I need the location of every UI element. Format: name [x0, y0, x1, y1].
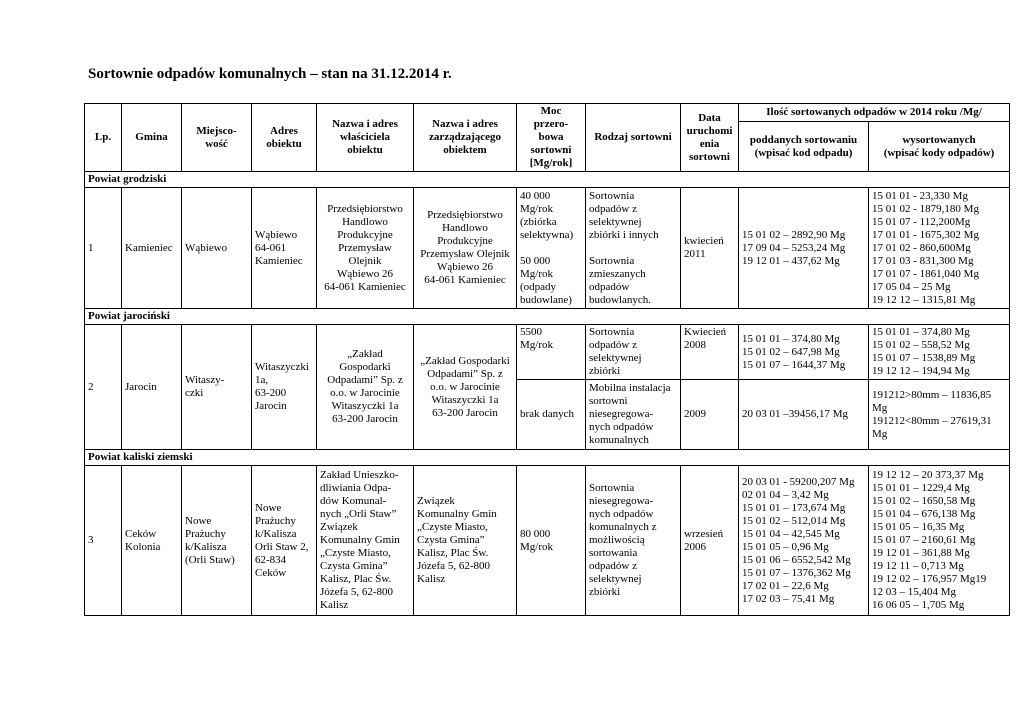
cell-wlasciciel: Przedsiębiorstwo Handlowo Produkcyjne Przemysław Olejnik Wąbiewo 26 64-061 Kamieniec — [317, 188, 414, 309]
header-gmina: Gmina — [122, 104, 182, 172]
cell-lp: 1 — [85, 188, 122, 309]
cell-adres: Wąbiewo 64-061 Kamieniec — [252, 188, 317, 309]
cell-moc: brak danych — [517, 380, 586, 450]
section-row-jarocinski — [85, 309, 1010, 325]
header-ilosc: Ilość sortowanych odpadów w 2014 roku /Mg/ — [739, 104, 1010, 122]
cell-wysortowanych: 19 12 12 – 20 373,37 Mg 15 01 01 – 1229,4 Mg 15 01 02 – 1650,58 Mg 15 01 04 – 676,138 Mg 15 01 05 – 16,35 Mg 15 01 07 – 2160,61 Mg 19 12 01 – 361,88 Mg 19 12 11 – 0,713 Mg 19 12 02 – 176,957 Mg19 12 03 – 15,404 Mg 16 06 05 – 1,705 Mg — [869, 466, 1010, 616]
section-label: Powiat kaliski ziemski — [85, 450, 1010, 466]
header-wlasciciel: Nazwa i adres właściciela obiektu — [317, 104, 414, 172]
cell-gmina: Jarocin — [122, 325, 182, 450]
cell-zarzadzajacy: Związek Komunalny Gmin „Czyste Miasto, Czysta Gmina” Kalisz, Plac Św. Józefa 5, 62-800 Kalisz — [414, 466, 517, 616]
header-data: Data uruchomi enia sortowni — [681, 104, 739, 172]
cell-data: wrzesień 2006 — [681, 466, 739, 616]
cell-adres: Nowe Prażuchy k/Kalisza Orli Staw 2, 62-834 Ceków — [252, 466, 317, 616]
table-row — [85, 466, 1010, 616]
cell-lp: 2 — [85, 325, 122, 450]
header-lp: Lp. — [85, 104, 122, 172]
sorting-plants-table — [84, 103, 1010, 616]
cell-moc: 40 000 Mg/rok (zbiórka selektywna) 50 000 Mg/rok (odpady budowlane) — [517, 188, 586, 309]
header-moc: Moc przero- bowa sortowni [Mg/rok] — [517, 104, 586, 172]
cell-zarzadzajacy: „Zakład Gospodarki Odpadami” Sp. z o.o. w Jarocinie Witaszyczki 1a 63-200 Jarocin — [414, 325, 517, 450]
cell-zarzadzajacy: Przedsiębiorstwo Handlowo Produkcyjne Przemysław Olejnik Wąbiewo 26 64-061 Kamieniec — [414, 188, 517, 309]
cell-poddanych: 20 03 01 –39456,17 Mg — [739, 380, 869, 450]
cell-gmina: Ceków Kolonia — [122, 466, 182, 616]
cell-rodzaj: Sortownia odpadów z selektywnej zbiórki — [586, 325, 681, 380]
header-adres: Adres obiektu — [252, 104, 317, 172]
header-miejscowosc: Miejsco- wość — [182, 104, 252, 172]
header-wysortowanych: wysortowanych (wpisać kody odpadów) — [869, 122, 1010, 172]
cell-rodzaj: Sortownia niesegregowa- nych odpadów komunalnych z możliwością sortowania odpadów z selektywnej zbiórki — [586, 466, 681, 616]
cell-poddanych: 20 03 01 - 59200,207 Mg 02 01 04 – 3,42 Mg 15 01 01 – 173,674 Mg 15 01 02 – 512,014 Mg 15 01 04 – 42,545 Mg 15 01 05 – 0,96 Mg 15 01 06 – 6552,542 Mg 15 01 07 – 1376,362 Mg 17 02 01 – 22,6 Mg 17 02 03 – 75,41 Mg — [739, 466, 869, 616]
cell-data: Kwiecień 2008 — [681, 325, 739, 380]
cell-wysortowanych: 15 01 01 - 23,330 Mg 15 01 02 - 1879,180 Mg 15 01 07 - 112,200Mg 17 01 01 - 1675,302 Mg 17 01 02 - 860,600Mg 17 01 03 - 831,300 Mg 17 01 07 - 1861,040 Mg 17 05 04 – 25 Mg 19 12 12 – 1315,81 Mg — [869, 188, 1010, 309]
cell-wysortowanych: 15 01 01 – 374,80 Mg 15 01 02 – 558,52 Mg 15 01 07 – 1538,89 Mg 19 12 12 – 194,94 Mg — [869, 325, 1010, 380]
cell-wlasciciel: „Zakład Gospodarki Odpadami” Sp. z o.o. w Jarocinie Witaszyczki 1a 63-200 Jarocin — [317, 325, 414, 450]
cell-gmina: Kamieniec — [122, 188, 182, 309]
page-title: Sortownie odpadów komunalnych – stan na 31.12.2014 r. — [88, 66, 452, 82]
header-zarzadzajacy: Nazwa i adres zarządzającego obiektem — [414, 104, 517, 172]
header-rodzaj: Rodzaj sortowni — [586, 104, 681, 172]
cell-rodzaj: Sortownia odpadów z selektywnej zbiórki i innych Sortownia zmieszanych odpadów budowlanych. — [586, 188, 681, 309]
section-row-kaliski — [85, 450, 1010, 466]
cell-data: 2009 — [681, 380, 739, 450]
cell-lp: 3 — [85, 466, 122, 616]
header-row — [85, 104, 1010, 122]
cell-moc: 5500 Mg/rok — [517, 325, 586, 380]
section-row-grodziski — [85, 172, 1010, 188]
table-row — [85, 325, 1010, 380]
section-label: Powiat grodziski — [85, 172, 1010, 188]
cell-rodzaj: Mobilna instalacja sortowni niesegregowa- nych odpadów komunalnych — [586, 380, 681, 450]
cell-poddanych: 15 01 01 – 374,80 Mg 15 01 02 – 647,98 Mg 15 01 07 – 1644,37 Mg — [739, 325, 869, 380]
section-label: Powiat jarociński — [85, 309, 1010, 325]
header-poddanych: poddanych sortowaniu (wpisać kod odpadu) — [739, 122, 869, 172]
cell-wlasciciel: Zakład Unieszko- dliwiania Odpa- dów Komunal- nych „Orli Staw” Związek Komunalny Gmin „Czyste Miasto, Czysta Gmina” Kalisz, Plac Św. Józefa 5, 62-800 Kalisz — [317, 466, 414, 616]
cell-miejscowosc: Nowe Prażuchy k/Kalisza (Orli Staw) — [182, 466, 252, 616]
cell-data: kwiecień 2011 — [681, 188, 739, 309]
table-row — [85, 188, 1010, 309]
cell-miejscowosc: Wąbiewo — [182, 188, 252, 309]
cell-miejscowosc: Witaszy- czki — [182, 325, 252, 450]
cell-adres: Witaszyczki 1a, 63-200 Jarocin — [252, 325, 317, 450]
cell-moc: 80 000 Mg/rok — [517, 466, 586, 616]
cell-poddanych: 15 01 02 – 2892,90 Mg 17 09 04 – 5253,24 Mg 19 12 01 – 437,62 Mg — [739, 188, 869, 309]
cell-wysortowanych: 191212>80mm – 11836,85 Mg 191212<80mm – 27619,31 Mg — [869, 380, 1010, 450]
